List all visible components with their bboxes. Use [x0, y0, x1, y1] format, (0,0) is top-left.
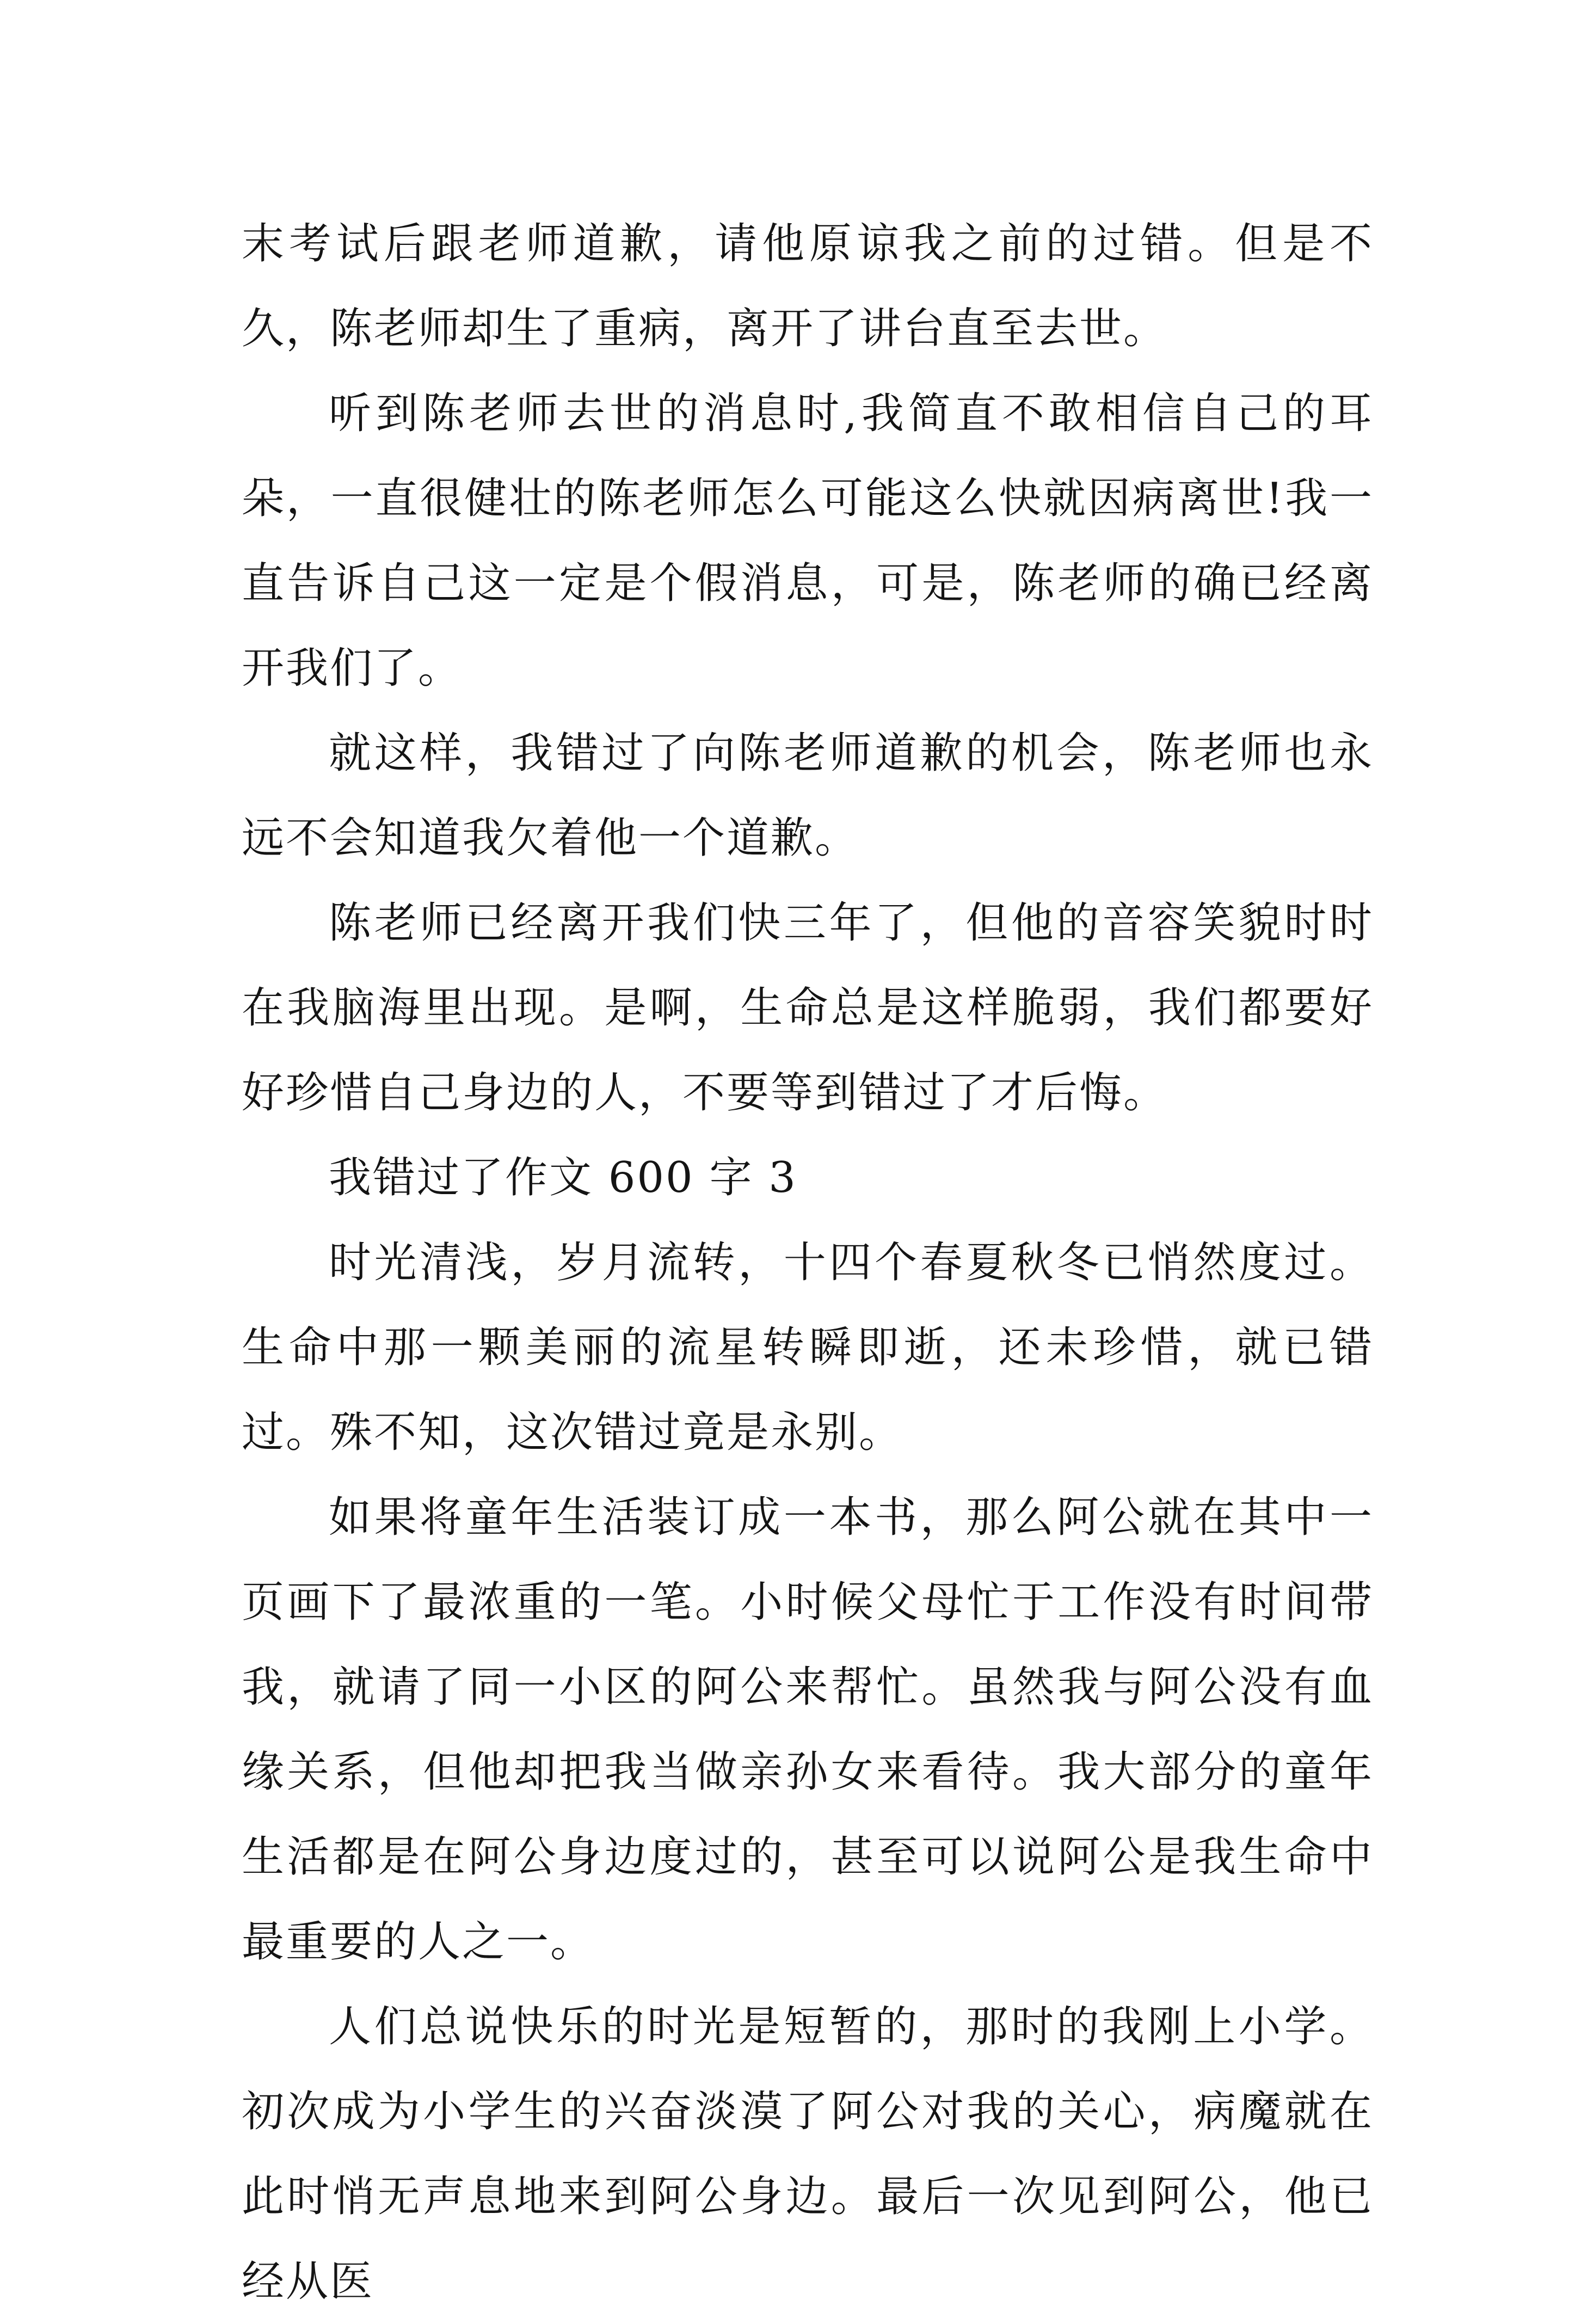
paragraph: 就这样，我错过了向陈老师道歉的机会，陈老师也永远不会知道我欠着他一个道歉。: [242, 729, 1374, 863]
paragraph: 人们总说快乐的时光是短暂的，那时的我刚上小学。初次成为小学生的兴奋淡漠了阿公对我的关心，病魔就在此时悄无声息地来到阿公身边。最后一次见到阿公，他已经从医: [242, 2002, 1374, 2306]
paragraph: 陈老师已经离开我们快三年了，但他的音容笑貌时时在我脑海里出现。是啊，生命总是这样脆弱，我们都要好好珍惜自己身边的人，不要等到错过了才后悔。: [242, 899, 1374, 1117]
document-body: [242, 201, 1374, 2324]
paragraph: 时光清浅，岁月流转，十四个春夏秋冬已悄然度过。生命中那一颗美丽的流星转瞬即逝，还未珍惜，就已错过。殊不知，这次错过竟是永别。: [242, 1238, 1374, 1457]
paragraph-continuation: 末考试后跟老师道歉，请他原谅我之前的过错。但是不久，陈老师却生了重病，离开了讲台直至去世。: [242, 219, 1374, 353]
section-heading: 我错过了作文 600 字 3: [329, 1153, 797, 1202]
paragraph: 听到陈老师去世的消息时,我简直不敢相信自己的耳朵，一直很健壮的陈老师怎么可能这么快就因病离世!我一直告诉自己这一定是个假消息，可是，陈老师的确已经离开我们了。: [242, 389, 1374, 693]
paragraph: 如果将童年生活装订成一本书，那么阿公就在其中一页画下了最浓重的一笔。小时候父母忙于工作没有时间带我，就请了同一小区的阿公来帮忙。虽然我与阿公没有血缘关系，但他却把我当做亲孙女来看待。我大部分的童年生活都是在阿公身边度过的，甚至可以说阿公是我生命中最重要的人之一。: [242, 1493, 1374, 1966]
